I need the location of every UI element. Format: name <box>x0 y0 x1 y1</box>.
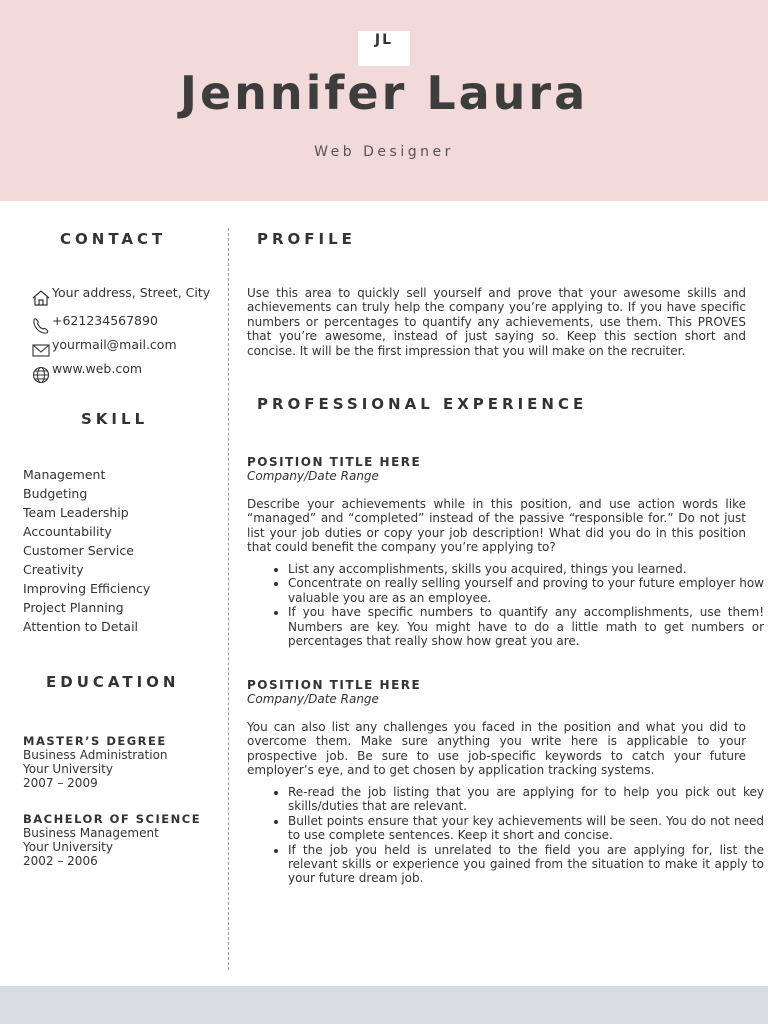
job-company: Company/Date Range <box>247 692 379 706</box>
skill-heading: SKILL <box>81 410 149 428</box>
job-bullet: • Re-read the job listing that you are applying for to help you pick out key skills/duties that are relevant. <box>288 785 764 814</box>
profile-heading: PROFILE <box>257 230 356 248</box>
job-bullets <box>270 785 764 886</box>
skill-item: Attention to Detail <box>23 619 139 634</box>
contact-phone <box>31 313 158 335</box>
skill-list <box>23 465 150 636</box>
job-description: You can also list any challenges you faced in the position and what you did to overcome them. Make sure anything you write here is applicable to your prospective job. Be sure to use job-specific keywords to catch your future employer’s eye, and to get chosen by application tracking systems. <box>247 720 746 778</box>
job-bullet: • If you have specific numbers to quantify any accomplishments, use them! Numbers are key. You might have to do a little math to get numbers or percentages that really show how great you are. <box>288 605 764 648</box>
monogram: JL <box>358 31 410 66</box>
contact-website <box>31 361 142 383</box>
education-heading: EDUCATION <box>46 673 180 691</box>
contact-email <box>31 337 177 359</box>
profile-text: Use this area to quickly sell yourself and prove that your awesome skills and achievements can truly help the company you’re applying to. If you have specific numbers or percentages to quantify any achievements, use them. This PROVES that you’re awesome, instead of just saying so. Keep this section short and concise. It will be the first impression that you will make on the recruiter. <box>247 286 746 358</box>
contact-heading: CONTACT <box>60 230 167 248</box>
education-entry <box>23 734 168 790</box>
degree-title: MASTER’S DEGREE <box>23 734 167 748</box>
job-company: Company/Date Range <box>247 469 379 483</box>
job-role: Web Designer <box>314 144 454 160</box>
degree-school: Your University <box>23 762 113 776</box>
home-icon <box>31 289 51 307</box>
experience-heading: PROFESSIONAL EXPERIENCE <box>257 395 588 413</box>
globe-icon <box>31 365 51 383</box>
contact-address <box>31 285 210 307</box>
degree-field: Business Administration <box>23 748 168 762</box>
degree-title: BACHELOR OF SCIENCE <box>23 812 202 826</box>
skill-item: Management <box>23 467 106 482</box>
skill-item: Budgeting <box>23 486 88 501</box>
job-bullet: • If the job you held is unrelated to the field you are applying for, list the relevant skills or experience you gained from the situation to make it apply to your future dream job. <box>288 843 764 886</box>
job-bullets <box>270 562 764 648</box>
header-banner <box>0 0 768 201</box>
address-text: Your address, Street, City <box>52 285 211 300</box>
job-bullet: • Bullet points ensure that your key achievements will be seen. You do not need to use complete sentences. Keep it short and concise. <box>288 814 764 843</box>
job-bullet: • Concentrate on really selling yourself and proving to your future employer how valuable you are as an employee. <box>288 576 764 605</box>
job-position: POSITION TITLE HERE <box>247 678 422 692</box>
degree-years: 2002 – 2006 <box>23 854 98 868</box>
skill-item: Creativity <box>23 562 84 577</box>
degree-years: 2007 – 2009 <box>23 776 98 790</box>
footer-band <box>0 986 768 1024</box>
skill-item: Project Planning <box>23 600 124 615</box>
skill-item: Improving Efficiency <box>23 581 151 596</box>
website-text: www.web.com <box>52 361 143 376</box>
job-bullet: • List any accomplishments, skills you acquired, things you learned. <box>288 562 764 576</box>
job-position: POSITION TITLE HERE <box>247 455 422 469</box>
phone-text: +621234567890 <box>52 313 158 328</box>
skill-item: Customer Service <box>23 543 134 558</box>
candidate-name: Jennifer Laura <box>179 66 589 120</box>
column-divider <box>228 228 229 970</box>
email-text: yourmail@mail.com <box>52 337 177 352</box>
degree-school: Your University <box>23 840 113 854</box>
skill-item: Accountability <box>23 524 112 539</box>
degree-field: Business Management <box>23 826 159 840</box>
education-entry <box>23 812 201 868</box>
skill-item: Team Leadership <box>23 505 129 520</box>
mail-icon <box>31 341 51 359</box>
job-description: Describe your achievements while in this position, and use action words like “managed” and “completed” instead of the passive “responsible for.” Do not just list your job duties or copy your job description! What did you do in this position that could benefit the company you’re applying to? <box>247 497 746 555</box>
phone-icon <box>31 317 51 335</box>
